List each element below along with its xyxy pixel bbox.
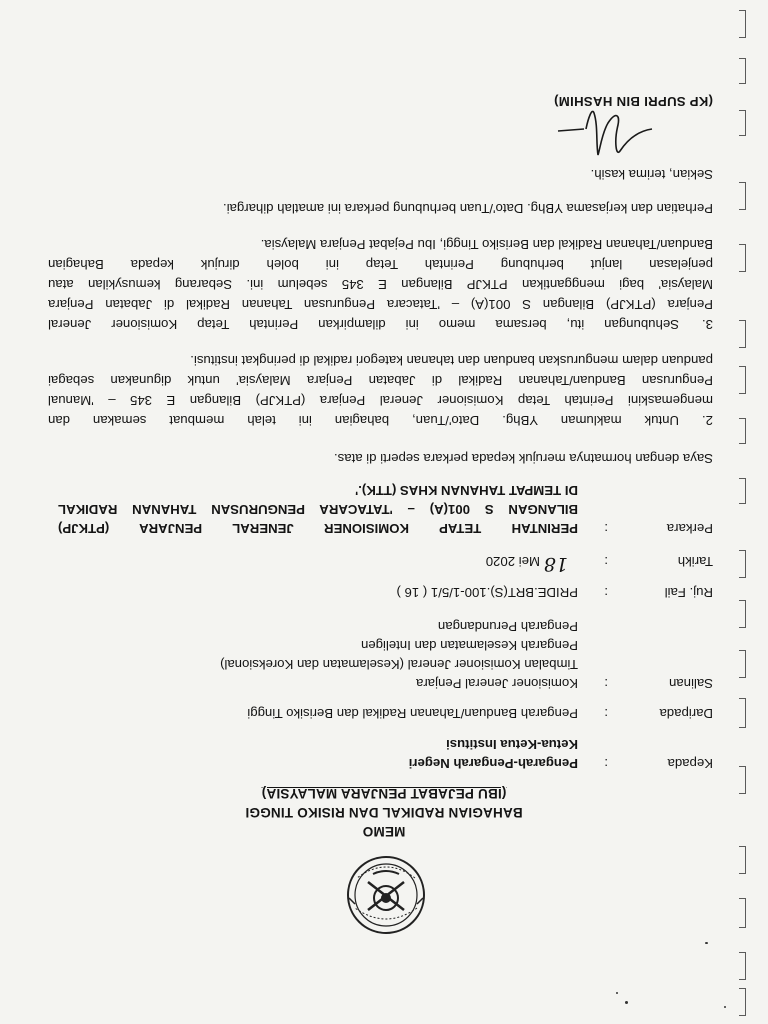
edge-mark — [739, 550, 746, 578]
edge-mark — [739, 898, 746, 928]
prison-department-crest-icon — [343, 852, 429, 938]
paragraph-text: Untuk makluman YBhg. Dato'/Tuan, bahagian ini telah membuat semakan dan — [48, 413, 679, 428]
edge-mark — [739, 182, 746, 210]
paragraph-3-line: Banduan/Tahanan Radikal dan Berisiko Tinggi, Ibu Pejabat Penjara Malaysia. — [260, 237, 713, 252]
department-name: BAHAGIAN RADIKAL DAN RISIKO TINGGI — [245, 805, 523, 820]
salinan-label: Salinan — [669, 676, 713, 691]
paragraph-3-line: penjelasan lanjut berhubung Perintah Tetap ini boleh dirujuk kepada Bahagian — [48, 257, 713, 272]
edge-mark — [739, 320, 746, 348]
salinan-line: Pengarah Perundangan — [437, 619, 578, 634]
edge-mark — [739, 10, 746, 38]
memo-heading: MEMO — [362, 824, 406, 839]
colon: : — [604, 706, 608, 721]
edge-mark — [739, 650, 746, 678]
paragraph-number: 2. — [702, 413, 713, 428]
daripada-label: Daripada — [659, 706, 713, 721]
paragraph-3-line: Penjara (PTKJP) Bilangan S 001(A) – 'Tatacara Pengurusan Tahanan Radikal di Jabatan Penjara — [48, 297, 713, 312]
perkara-label: Perkara — [666, 521, 713, 536]
sekian-line: Sekian, terima kasih. — [590, 167, 713, 182]
edge-mark — [739, 600, 746, 628]
ruj-fail-value: PRIDE.BRT(S).100-1/5/1 ( 16 ) — [396, 585, 578, 600]
colon: : — [604, 585, 608, 600]
edge-mark — [739, 478, 746, 504]
tarikh-day-handwritten: 18 — [543, 553, 568, 575]
paragraph-number: 3. — [702, 317, 713, 332]
edge-mark — [739, 58, 746, 84]
paragraph-2-line: Pengurusan Banduan/Tahanan Radikal di Jabatan Penjara Malaysia' untuk digunakan sebagai — [48, 373, 713, 388]
colon: : — [604, 521, 608, 536]
kepada-line: Pengarah-Pengarah Negeri — [408, 756, 578, 771]
daripada-value: Pengarah Banduan/Tahanan Radikal dan Berisiko Tinggi — [247, 706, 578, 721]
edge-mark — [739, 988, 746, 1016]
perkara-line: DI TEMPAT TAHANAN KHAS (TTK).' — [355, 483, 578, 498]
tarikh-label: Tarikh — [677, 554, 713, 569]
perkara-line: BILANGAN S 001(A) – 'TATACARA PENGURUSAN TAHANAN RADIKAL — [58, 502, 578, 517]
paragraph-text: Sehubungan itu, bersama memo ini dilampirkan Perintah Tetap Komisioner Jeneral — [48, 317, 679, 332]
kepada-label: Kepada — [667, 756, 713, 771]
paragraph-2-line: mengemaskini Perintah Tetap Komisioner Jeneral Penjara (PTKJP) Bilangan E 345 – 'Manual — [48, 393, 713, 408]
scan-speck — [616, 992, 618, 994]
ruj-fail-label: Ruj. Fail — [664, 585, 713, 600]
salinan-line: Pengarah Keselamatan dan Inteligen — [360, 638, 578, 653]
salinan-line: Timbalan Komisioner Jeneral (Keselamatan dan Koreksional) — [220, 657, 578, 672]
colon: : — [604, 554, 608, 569]
intro-paragraph: Saya dengan hormatnya merujuk kepada perkara seperti di atas. — [334, 451, 713, 466]
perkara-line: PERINTAH TETAP KOMISIONER JENERAL PENJARA (PTKJP) — [58, 521, 578, 536]
paragraph-3-line: Malaysia' bagi menggantikan PTKJP Bilangan E 345 sebelum ini. Sebarang kemusykilan atau — [48, 277, 713, 292]
edge-mark — [739, 244, 746, 272]
kepada-line: Ketua-Ketua Institusi — [446, 737, 578, 752]
office-name: (IBU PEJABAT PENJARA MALAYSIA) — [261, 786, 507, 801]
paragraph-2-line-1 — [48, 411, 713, 431]
edge-mark — [739, 952, 746, 980]
scan-speck — [724, 1006, 726, 1008]
signatory-name: (KP SUPRI BIN HASHIM) — [553, 94, 713, 109]
edge-mark — [739, 418, 746, 444]
closing-paragraph: Perhatian dan kerjasama YBhg. Dato'/Tuan berhubung perkara ini amatlah dihargai. — [222, 201, 713, 216]
edge-mark — [739, 366, 746, 394]
colon: : — [604, 756, 608, 771]
salinan-line: Komisioner Jeneral Penjara — [416, 676, 578, 691]
paragraph-3-line-1 — [48, 315, 713, 335]
colon: : — [604, 676, 608, 691]
edge-mark — [739, 846, 746, 874]
tarikh-value: Mei 2020 — [485, 554, 540, 569]
paragraph-2-line: panduan dalam menguruskan banduan dan tahanan kategori radikal di peringkat institusi. — [190, 353, 713, 368]
scan-speck — [625, 1001, 628, 1004]
edge-mark — [739, 110, 746, 136]
edge-mark — [739, 698, 746, 728]
scan-speck — [705, 942, 708, 944]
